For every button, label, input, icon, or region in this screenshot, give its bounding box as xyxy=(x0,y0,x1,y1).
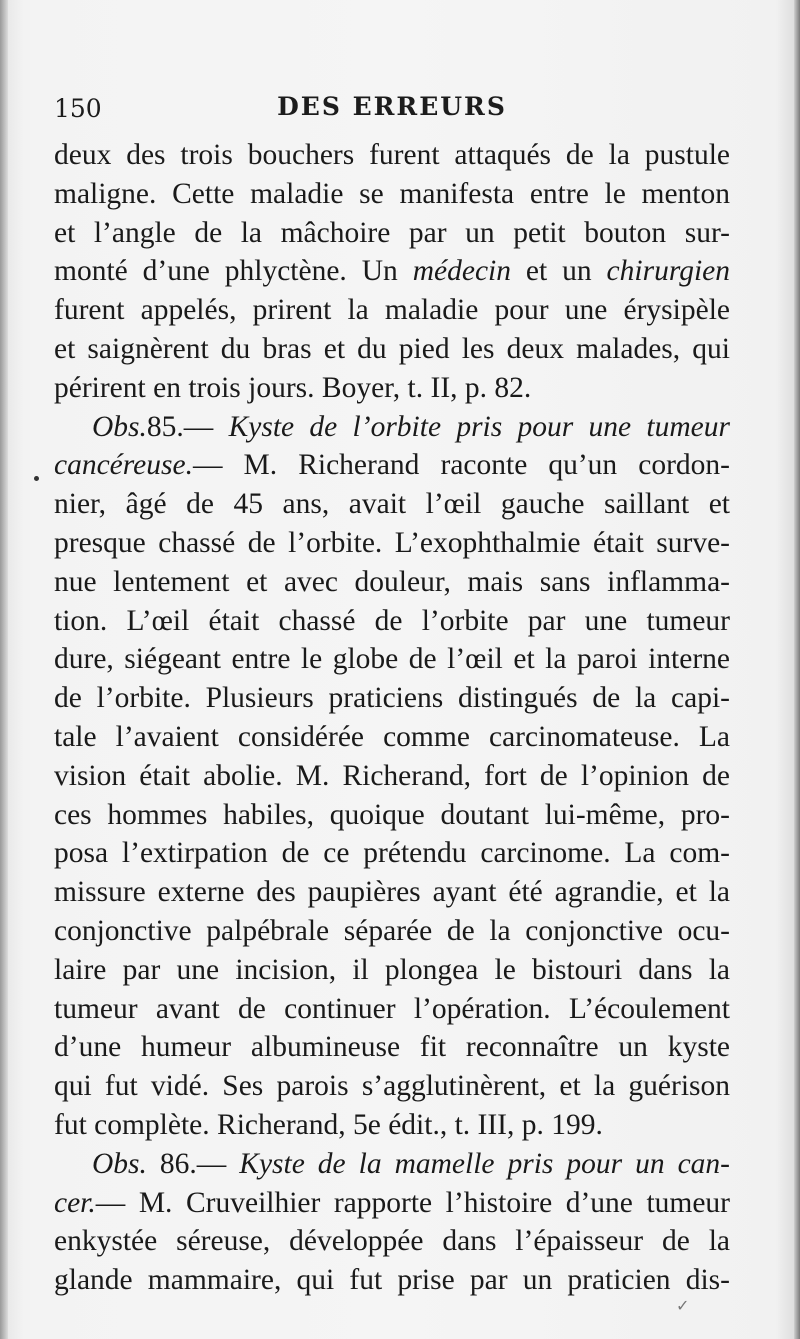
margin-mark xyxy=(34,476,39,481)
running-head: DES ERREURS xyxy=(277,92,507,121)
text-line: cancéreuse.— M. Richerand raconte qu’un cordon- xyxy=(54,449,730,482)
page-header xyxy=(54,88,730,128)
text-line: fut complète. Richerand, 5e édit., t. III, p. 199. xyxy=(54,1108,603,1141)
text-line: maligne. Cette maladie se manifesta entre le menton xyxy=(54,177,730,210)
text-line: posa l’extirpation de ce prétendu carcinome. La com- xyxy=(54,837,730,870)
text-line: tumeur avant de continuer l’opération. L’écoulement xyxy=(54,992,730,1025)
text-line: dure, siégeant entre le globe de l’œil et la paroi interne xyxy=(54,643,730,676)
text-line: deux des trois bouchers furent attaqués de la pustule xyxy=(54,139,730,171)
text-line: et saignèrent du bras et du pied les deux malades, qui xyxy=(54,332,730,365)
text-line: furent appelés, prirent la maladie pour une érysipèle xyxy=(54,294,730,327)
text-line: nier, âgé de 45 ans, avait l’œil gauche saillant et xyxy=(54,488,730,521)
page-edge-shadow xyxy=(794,0,800,1339)
observation-heading: Obs. 86.— Kyste de la mamelle pris pour un can- xyxy=(92,1147,731,1180)
text-line: tion. L’œil était chassé de l’orbite par une tumeur xyxy=(54,604,730,637)
text-line: périrent en trois jours. Boyer, t. II, p. 82. xyxy=(54,371,532,404)
page-gutter-shadow xyxy=(0,0,8,1339)
text-line: d’une humeur albumineuse fit reconnaître un kyste xyxy=(54,1031,730,1064)
page-number: 150 xyxy=(54,94,102,123)
text-line: enkystée séreuse, développée dans l’épaisseur de la xyxy=(54,1225,730,1258)
text-line: conjonctive palpébrale séparée de la conjonctive ocu- xyxy=(54,914,730,947)
observation-heading: Obs.85.— Kyste de l’orbite pris pour une tumeur xyxy=(92,410,730,443)
text-line: ces hommes habiles, quoique doutant lui-même, pro- xyxy=(54,798,730,831)
text-line: cer.— M. Cruveilhier rapporte l’histoire d’une tumeur xyxy=(54,1186,730,1219)
text-line: missure externe des paupières ayant été agrandie, et la xyxy=(54,876,730,909)
text-line: tale l’avaient considérée comme carcinomateuse. La xyxy=(54,720,730,753)
text-line: de l’orbite. Plusieurs praticiens distingués de la capi- xyxy=(54,682,730,715)
text-line: presque chassé de l’orbite. L’exophthalmie était surve- xyxy=(54,526,730,559)
body-text xyxy=(54,136,730,1300)
text-line: laire par une incision, il plongea le bistouri dans la xyxy=(54,953,730,986)
text-line: qui fut vidé. Ses parois s’agglutinèrent, et la guérison xyxy=(54,1070,730,1103)
text-line: glande mammaire, qui fut prise par un praticien dis- xyxy=(54,1264,730,1297)
text-line: nue lentement et avec douleur, mais sans inflamma- xyxy=(54,565,730,598)
pencil-mark: ✓ xyxy=(676,1296,690,1315)
text-line: monté d’une phlyctène. Un médecin et un chirurgien xyxy=(54,255,730,288)
text-line: vision était abolie. M. Richerand, fort de l’opinion de xyxy=(54,759,730,792)
text-line: et l’angle de la mâchoire par un petit bouton sur- xyxy=(54,216,730,249)
